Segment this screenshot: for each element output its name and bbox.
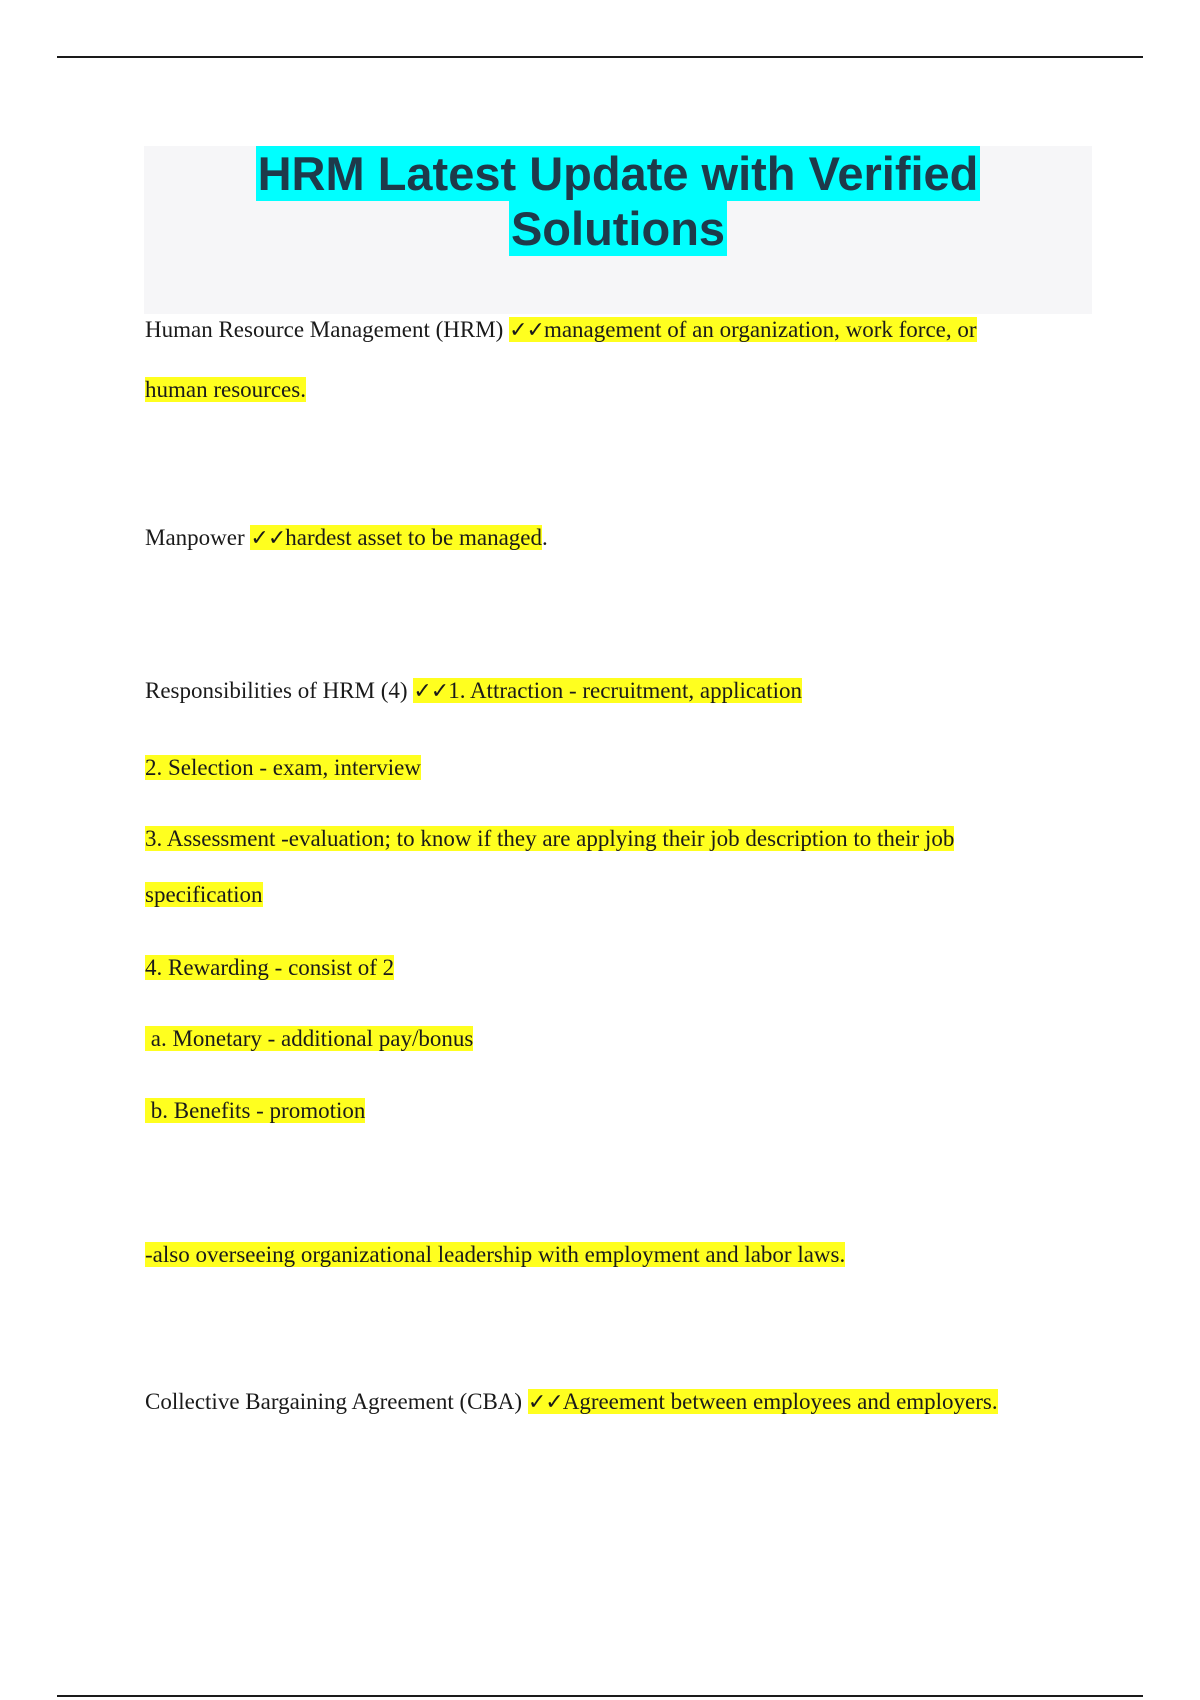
- term-hrm: Human Resource Management (HRM): [145, 317, 510, 342]
- term-cba: Collective Bargaining Agreement (CBA): [145, 1389, 528, 1414]
- top-rule: [57, 56, 1143, 58]
- check-icon: ✓✓: [413, 679, 449, 704]
- responsibility-line: [145, 824, 954, 854]
- check-icon: ✓✓: [509, 318, 544, 343]
- document-title: [144, 146, 1092, 256]
- answer-manpower-text: hardest asset to be managed: [285, 525, 543, 550]
- title-line-2: Solutions: [510, 202, 726, 255]
- responsibility-line: [145, 953, 394, 983]
- term-responsibilities: Responsibilities of HRM (4): [145, 678, 414, 703]
- responsibility-line: [145, 753, 421, 783]
- responsibility-1: 1. Attraction - recruitment, application: [448, 678, 803, 703]
- answer-manpower: [250, 525, 542, 550]
- entry-manpower: [145, 523, 548, 554]
- responsibility-3-continued: specification: [145, 882, 263, 907]
- entry-hrm-continued: [145, 375, 306, 405]
- responsibility-line: [145, 1240, 845, 1270]
- check-icon: ✓✓: [250, 526, 286, 551]
- answer-responsibilities: [413, 678, 802, 703]
- answer-hrm: [509, 317, 976, 342]
- responsibility-4a: a. Monetary - additional pay/bonus: [145, 1026, 474, 1051]
- responsibility-line: [145, 1096, 365, 1126]
- answer-hrm-line1: management of an organization, work force, or: [543, 317, 977, 342]
- check-icon: ✓✓: [527, 1390, 563, 1415]
- responsibility-line: [145, 880, 263, 910]
- entry-responsibilities: [145, 676, 802, 707]
- responsibility-line: [145, 1024, 473, 1054]
- bottom-rule: [57, 1695, 1143, 1697]
- responsibility-4: 4. Rewarding - consist of 2: [145, 955, 395, 980]
- entry-hrm: [145, 315, 977, 346]
- responsibility-3: 3. Assessment -evaluation; to know if they are applying their job description to their job: [145, 826, 955, 851]
- answer-hrm-line2: human resources.: [145, 377, 306, 402]
- responsibility-4b: b. Benefits - promotion: [145, 1098, 366, 1123]
- responsibility-note: -also overseeing organizational leadership with employment and labor laws.: [145, 1242, 846, 1267]
- answer-manpower-period: .: [542, 525, 548, 550]
- term-manpower: Manpower: [145, 525, 251, 550]
- responsibility-2: 2. Selection - exam, interview: [145, 755, 421, 780]
- answer-cba: [528, 1389, 998, 1414]
- title-line-1: HRM Latest Update with Verified: [257, 147, 979, 200]
- answer-cba-text: Agreement between employees and employers.: [562, 1389, 998, 1414]
- entry-cba: [145, 1387, 998, 1418]
